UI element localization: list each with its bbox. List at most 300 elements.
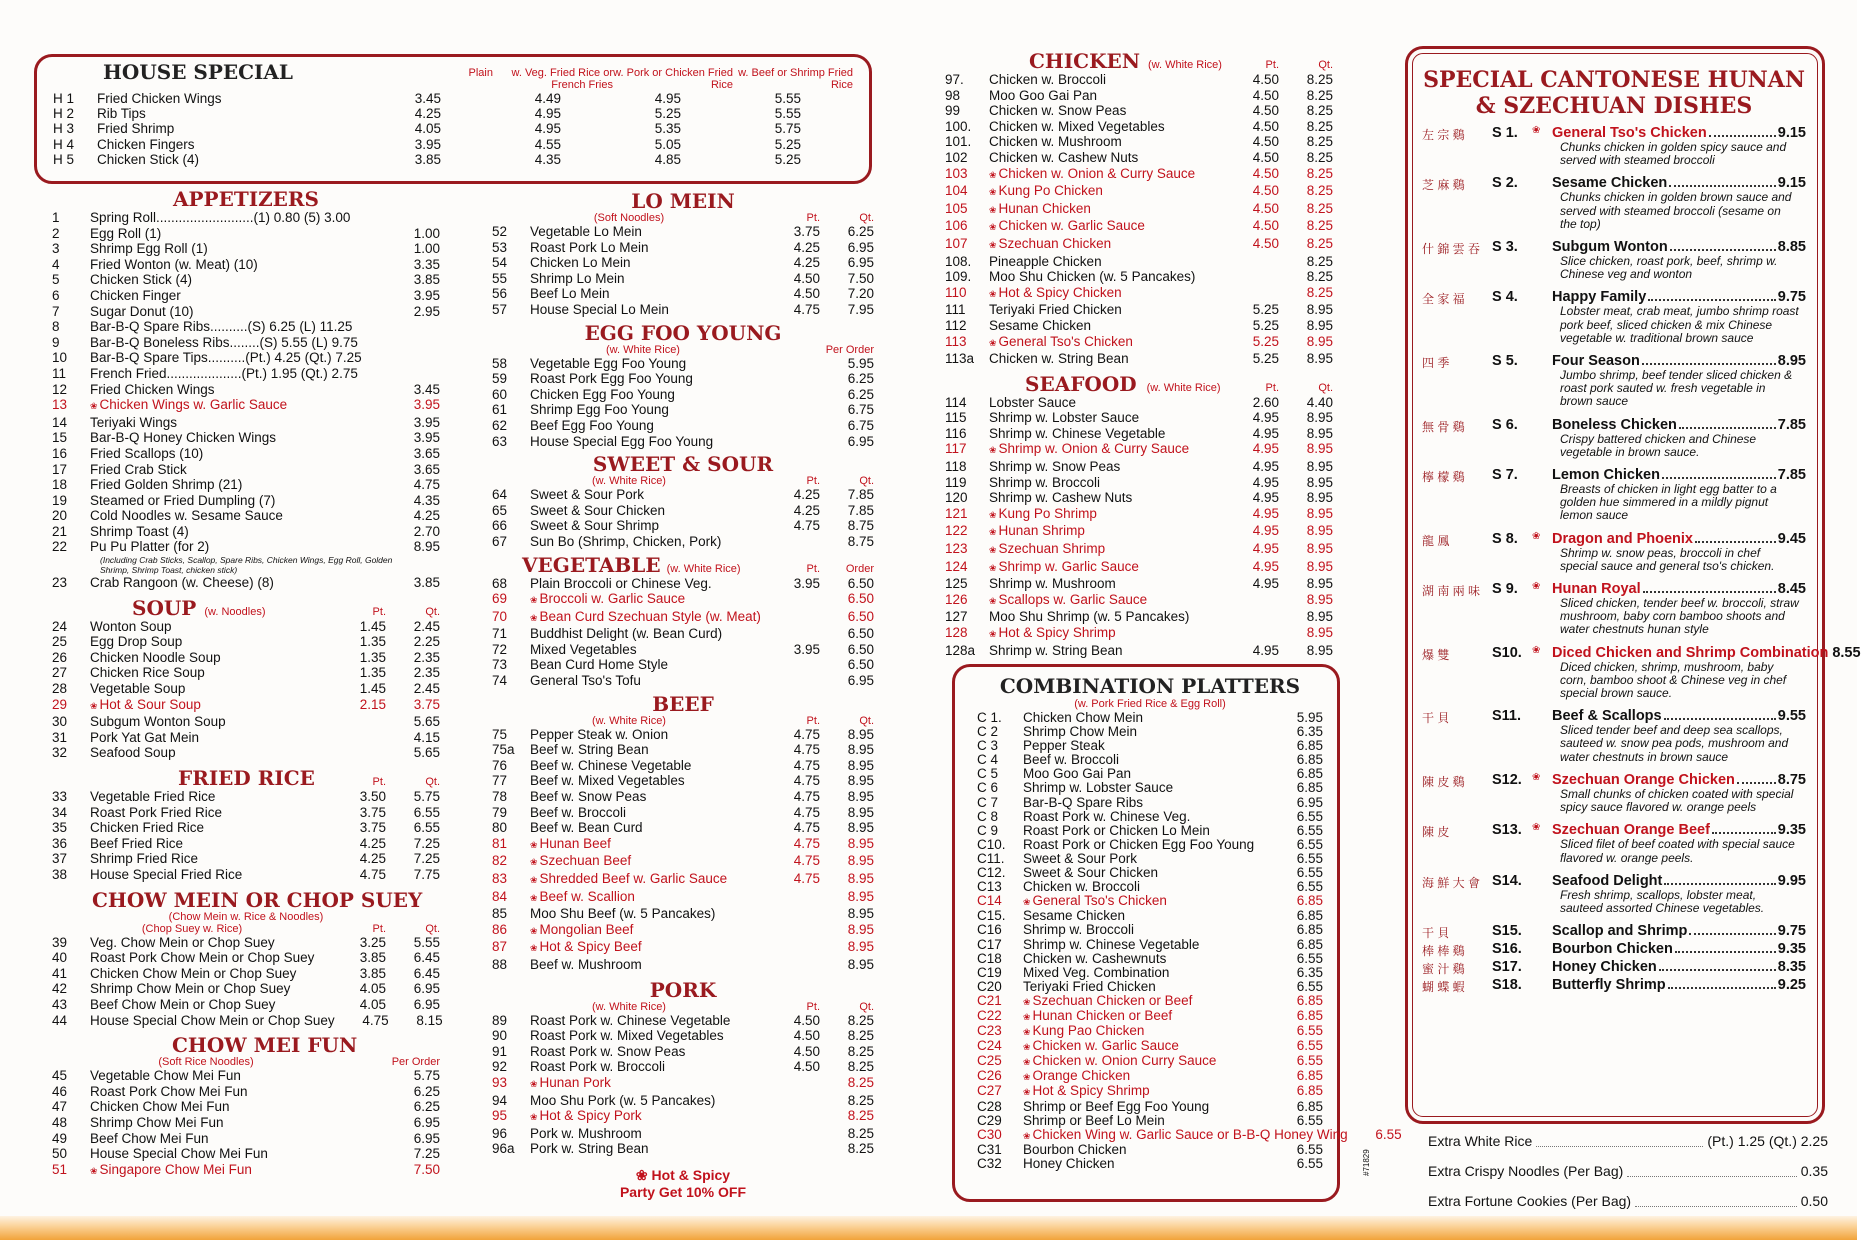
item-name: Chicken Noodle Soup	[90, 649, 221, 665]
item-name: Wonton Soup	[90, 618, 172, 634]
item-name: Shrimp or Beef Egg Foo Young	[1023, 1098, 1210, 1114]
item-price-qt: 8.25	[1306, 165, 1333, 181]
item-name: Bar-B-Q Spare Tips..........(Pt.) 4.25 (Qt.) 7.25	[90, 350, 362, 366]
item-number: 37	[52, 851, 68, 867]
item-price: 5.25	[774, 151, 801, 167]
item-price-pt: 4.75	[793, 853, 820, 869]
menu-item-row	[492, 371, 874, 387]
item-price: 6.55	[1296, 1023, 1323, 1039]
item-name: Bar-B-Q Spare Ribs..........(S) 6.25 (L) 11.25	[90, 319, 353, 335]
house-special-title: HOUSE SPECIAL	[103, 60, 293, 84]
item-price: 1.00	[413, 225, 440, 241]
item-number: 2	[52, 225, 60, 241]
item-number: 109.	[945, 269, 972, 285]
extra-name: Extra Crispy Noodles (Per Bag)	[1428, 1163, 1624, 1179]
special-item	[1422, 708, 1806, 764]
item-name: Hot & Spicy Beef	[539, 939, 642, 955]
item-price-qt: 6.50	[847, 657, 874, 673]
item-number: 3	[52, 241, 60, 257]
menu-item-row	[52, 462, 440, 478]
vegetable-title: VEGETABLE	[522, 552, 661, 577]
item-price-qt: 8.95	[1306, 625, 1333, 640]
item-name: Shrimp Chow Mein	[1023, 724, 1138, 740]
item-name: Egg Roll (1)	[90, 225, 162, 241]
pepper-icon: ❀	[530, 595, 538, 606]
item-number: 65	[492, 502, 508, 518]
special-title-row	[1552, 581, 1806, 597]
item-name: Chicken w. Garlic Sauce	[1032, 1038, 1179, 1054]
item-number: 35	[52, 820, 68, 836]
menu-item-row	[492, 727, 874, 743]
item-price: 3.65	[413, 445, 440, 461]
veg-header	[492, 554, 874, 576]
pepper-icon: ❀	[1023, 1130, 1031, 1141]
menu-item-row	[977, 753, 1323, 767]
chinese-name: 蝴 蝶 蝦	[1422, 980, 1465, 995]
item-price-qt: 4.40	[1306, 394, 1333, 410]
item-number: 28	[52, 681, 68, 697]
item-number: 10	[52, 350, 68, 366]
menu-item-row	[52, 288, 440, 304]
item-price-pt: 2.15	[359, 696, 386, 712]
menu-item-row	[492, 853, 874, 871]
item-number: 121	[945, 505, 968, 521]
item-number: C22	[977, 1007, 1002, 1023]
menu-item-row	[945, 351, 1333, 367]
item-name: Hunan Shrimp	[998, 523, 1085, 539]
item-price-qt: 8.95	[1306, 541, 1333, 557]
chicken-h-pt: Pt.	[1265, 59, 1279, 71]
print-code: #71829	[1362, 1149, 1371, 1176]
item-price: 6.55	[1296, 950, 1323, 966]
item-price-pt: 4.25	[793, 502, 820, 518]
pepper-icon: ❀	[90, 700, 98, 711]
dot-leader	[1709, 125, 1776, 137]
item-number: 74	[492, 673, 508, 689]
item-price-qt: 8.95	[1306, 490, 1333, 506]
menu-item-row	[52, 335, 440, 351]
item-name: Chicken Stick (4)	[97, 151, 200, 167]
menu-item-row	[492, 939, 874, 957]
item-name: Chicken Rice Soup	[90, 665, 205, 681]
menu-item-row	[945, 426, 1333, 442]
item-price-qt: 8.25	[1306, 235, 1333, 251]
chinese-name: 全 家 福	[1422, 292, 1465, 307]
item-number: 71	[492, 626, 508, 642]
item-name: Chicken w. String Bean	[989, 351, 1129, 367]
chow-mei-fun-sub-row	[52, 1056, 440, 1068]
item-number: 106	[945, 218, 968, 234]
pepper-icon: ❀	[1023, 1027, 1031, 1038]
item-name: Vegetable Chow Mei Fun	[90, 1068, 241, 1084]
item-name: General Tso's Chicken	[1032, 893, 1167, 909]
item-name: Pork Yat Gat Mein	[90, 729, 200, 745]
combination-title: COMBINATION PLATTERS	[999, 674, 1301, 698]
house-special-row	[53, 121, 853, 136]
item-name: Pork w. Mushroom	[530, 1125, 642, 1141]
special-item	[1422, 531, 1806, 573]
menu-item-row	[492, 836, 874, 854]
pepper-icon: ❀	[1023, 1057, 1031, 1068]
item-number: 18	[52, 477, 68, 493]
menu-item-row	[52, 966, 440, 982]
pepper-icon: ❀	[530, 875, 538, 885]
column-2	[492, 190, 874, 1201]
dot-leader	[1712, 822, 1776, 834]
lm-h-qt: Qt.	[859, 212, 874, 224]
item-name: Cold Noodles w. Sesame Sauce	[90, 508, 283, 524]
menu-item-row	[492, 402, 874, 418]
item-number: 107	[945, 235, 968, 251]
item-name: Chicken Fingers	[97, 136, 195, 152]
efy-sub-row	[492, 344, 874, 356]
special-name: Sesame Chicken	[1552, 175, 1668, 192]
menu-item-row	[977, 1157, 1323, 1171]
item-price: 6.55	[1296, 1141, 1323, 1157]
menu-item-row	[52, 226, 440, 242]
item-price-qt: 6.95	[413, 996, 440, 1012]
item-number: 51	[52, 1161, 68, 1177]
sf-h-qt: Qt.	[1318, 381, 1333, 394]
menu-item-row	[977, 1126, 1402, 1143]
item-name: Bar-B-Q Boneless Ribs........(S) 5.55 (L) 9.75	[90, 334, 358, 350]
item-number: 88	[492, 956, 508, 972]
item-number: 103	[945, 165, 968, 181]
special-title-row	[1552, 959, 1806, 975]
chinese-name: 龍 鳳	[1422, 533, 1450, 548]
item-price: 6.55	[1296, 865, 1323, 881]
special-price: 8.55	[1832, 644, 1861, 661]
fried-rice-list	[52, 789, 440, 883]
item-name: Roast Pork Lo Mein	[530, 239, 649, 255]
item-price-qt: 5.65	[413, 714, 440, 730]
item-price-qt: 8.95	[1306, 410, 1333, 426]
veg-h-pt: Pt.	[806, 562, 820, 575]
item-price: 6.55	[1296, 1112, 1323, 1128]
item-price-qt: 8.25	[847, 1043, 874, 1059]
item-number: C31	[977, 1141, 1002, 1157]
pepper-icon: ❀	[989, 509, 997, 520]
item-name: Chicken Finger	[90, 287, 181, 303]
item-number: 83	[492, 871, 508, 886]
item-name: Shrimp Lo Mein	[530, 270, 625, 286]
item-number: 59	[492, 371, 508, 387]
item-price-pt: 4.95	[1252, 459, 1279, 475]
item-number: 20	[52, 508, 68, 524]
item-price-pt: 1.35	[359, 649, 386, 665]
menu-item-row	[52, 851, 440, 867]
item-number: C24	[977, 1038, 1002, 1054]
item-price-pt: 3.85	[359, 965, 386, 981]
special-name: Happy Family	[1552, 289, 1647, 306]
special-code: S 6.	[1492, 416, 1518, 433]
extras-list	[1428, 1126, 1828, 1216]
item-price: 6.25	[413, 1099, 440, 1115]
item-name: Teriyaki Fried Chicken	[989, 302, 1122, 318]
chow-mein-title: CHOW MEIN OR CHOP SUEY	[92, 887, 423, 912]
menu-item-row	[945, 523, 1333, 541]
special-name: Seafood Delight	[1552, 872, 1663, 889]
special-price: 9.55	[1777, 708, 1806, 725]
item-price: 6.55	[1296, 978, 1323, 994]
menu-item-row	[492, 1108, 874, 1126]
item-number: C16	[977, 922, 1002, 938]
chinese-name: 陳 皮 鷄	[1422, 774, 1465, 789]
chinese-name: 左 宗 鷄	[1422, 128, 1465, 142]
menu-item-row	[977, 938, 1323, 952]
item-price-qt: 7.75	[413, 866, 440, 882]
special-item	[1422, 125, 1806, 167]
item-price-qt: 8.75	[847, 533, 874, 549]
item-number: 29	[52, 696, 68, 712]
item-price-qt: 8.25	[1306, 149, 1333, 165]
menu-item-row	[492, 673, 874, 689]
menu-item-row	[945, 475, 1333, 491]
item-number: 66	[492, 518, 508, 534]
pepper-icon: ❀	[989, 222, 997, 233]
item-price-pt: 3.95	[793, 575, 820, 591]
item-price-qt: 8.25	[1306, 87, 1333, 103]
item-price-pt: 1.35	[359, 665, 386, 681]
item-price-qt: 8.25	[1306, 200, 1333, 216]
menu-item-row	[945, 334, 1333, 352]
item-price: 5.35	[654, 121, 681, 137]
special-code: S14.	[1492, 872, 1522, 889]
item-price-qt: 8.95	[847, 956, 874, 972]
house-special-row	[53, 91, 853, 106]
menu-item-row	[492, 922, 874, 940]
item-number: 39	[52, 934, 68, 950]
item-price-qt: 8.95	[847, 789, 874, 805]
item-name: Broccoli w. Garlic Sauce	[539, 591, 686, 607]
item-number: H 4	[53, 136, 75, 152]
item-price: 4.25	[414, 106, 441, 122]
item-name: Vegetable Egg Foo Young	[530, 355, 687, 371]
menu-item-row	[977, 1009, 1323, 1024]
item-name: Moo Shu Beef (w. 5 Pancakes)	[530, 906, 716, 922]
dot-leader	[1643, 581, 1776, 593]
item-number: 77	[492, 773, 508, 789]
beef-sub-row	[492, 715, 874, 727]
item-number: 75	[492, 726, 508, 742]
soup-title: SOUP	[132, 595, 197, 620]
special-price: 7.85	[1777, 416, 1806, 433]
item-price-qt: 8.95	[847, 773, 874, 789]
item-number: 114	[945, 394, 967, 410]
house-special-row	[53, 152, 853, 167]
item-name: Sweet & Sour Pork	[1023, 850, 1138, 866]
pork-title: PORK	[649, 977, 717, 1002]
item-price-pt: 4.75	[793, 757, 820, 773]
item-number: 22	[52, 539, 68, 555]
pepper-icon: ❀	[530, 612, 538, 623]
seafood-sub: (w. White Rice)	[1146, 381, 1221, 394]
menu-item-row	[52, 539, 440, 555]
special-code: S 9.	[1492, 581, 1518, 598]
item-price-qt: 4.15	[413, 729, 440, 745]
pepper-icon: ❀	[90, 401, 98, 412]
menu-item-row	[52, 382, 440, 398]
menu-item-row	[492, 871, 874, 889]
item-price: 2.95	[413, 303, 440, 319]
item-price: 4.95	[654, 91, 681, 106]
pepper-icon: ❀	[989, 239, 997, 250]
item-name: Beef w. Broccoli	[530, 804, 627, 820]
item-number: 116	[945, 425, 967, 441]
menu-item-row	[52, 1146, 440, 1162]
item-number: C 4	[977, 752, 999, 768]
special-desc: Sliced chicken, tender beef w. broccoli, straw mushroom, baby corn bamboo shoots and water chestnuts hunan style	[1560, 596, 1799, 637]
item-number: 70	[492, 608, 508, 624]
menu-item-row	[52, 1131, 440, 1147]
item-number: H 1	[53, 91, 75, 106]
menu-item-row	[492, 742, 874, 758]
item-name: Hunan Chicken or Beef	[1032, 1007, 1173, 1023]
item-price: 6.85	[1296, 752, 1323, 768]
menu-item-row	[492, 820, 874, 836]
item-number: 80	[492, 820, 508, 836]
pepper-icon: ❀	[1023, 1087, 1031, 1098]
item-price: 6.35	[1296, 724, 1323, 740]
menu-item-row	[492, 286, 874, 302]
item-name: Beef w. Broccoli	[1023, 752, 1120, 768]
item-price-pt: 3.75	[793, 224, 820, 239]
item-price: 6.85	[1296, 1098, 1323, 1114]
item-price: 4.35	[534, 151, 561, 167]
specials-title-2: & SZECHUAN DISHES	[1475, 93, 1753, 119]
menu-item-row	[977, 1054, 1323, 1069]
extra-price: 0.50	[1800, 1193, 1828, 1209]
chinese-name: 干 貝	[1422, 711, 1450, 726]
item-price: 7.50	[413, 1161, 440, 1177]
item-price: 3.95	[414, 136, 441, 152]
item-price: 5.75	[774, 121, 801, 137]
item-number: 100.	[945, 118, 972, 134]
menu-item-row	[977, 894, 1323, 909]
item-number: 86	[492, 921, 508, 937]
item-price-qt: 7.85	[847, 502, 874, 518]
item-price: 6.35	[1296, 964, 1323, 980]
special-desc: Chunks chicken in golden spicy sauce and served with steamed broccoli	[1560, 140, 1787, 168]
appetizers-list	[52, 210, 440, 555]
item-number: 48	[52, 1114, 68, 1130]
menu-item-row	[492, 1075, 874, 1093]
dot-leader	[1669, 175, 1776, 187]
item-price-qt: 8.95	[1306, 351, 1333, 367]
special-code: S13.	[1492, 822, 1522, 839]
extra-name: Extra White Rice	[1428, 1133, 1533, 1149]
hot-note: Hot & Spicy	[651, 1166, 731, 1183]
chinese-name: 爆 雙	[1422, 647, 1450, 662]
house-special-header: Plain	[468, 67, 493, 79]
soup-h-pt: Pt.	[372, 605, 386, 618]
item-name: Orange Chicken	[1032, 1068, 1131, 1084]
item-name: Beef Chow Mein or Chop Suey	[90, 996, 276, 1012]
special-price: 8.95	[1777, 353, 1806, 370]
item-number: 82	[492, 853, 508, 869]
item-price-pt: 4.50	[1252, 103, 1279, 119]
efy-sub: (w. White Rice)	[606, 343, 680, 356]
item-number: 95	[492, 1108, 508, 1124]
item-price: 5.95	[1296, 710, 1323, 725]
specials-title-1: SPECIAL CANTONESE HUNAN	[1423, 67, 1805, 93]
menu-item-row	[945, 395, 1333, 411]
extra-item	[1428, 1186, 1828, 1216]
item-number: 62	[492, 417, 508, 433]
item-name: Beef w. Mixed Vegetables	[530, 773, 685, 789]
item-price-qt: 7.20	[847, 286, 874, 302]
item-name: Shredded Beef w. Garlic Sauce	[539, 871, 728, 886]
item-name: Chicken w. Onion Curry Sauce	[1032, 1053, 1217, 1069]
item-name: Veg. Chow Mein or Chop Suey	[90, 934, 275, 950]
item-price: 5.95	[847, 355, 874, 371]
dot-leader	[1664, 708, 1776, 720]
item-name: Shrimp w. Snow Peas	[989, 459, 1121, 475]
special-name: Subgum Wonton	[1552, 239, 1668, 256]
item-name: Roast Pork w. Snow Peas	[530, 1043, 686, 1059]
house-special-box	[34, 54, 872, 184]
item-price-pt: 3.75	[359, 804, 386, 820]
item-name: House Special Lo Mein	[530, 301, 669, 317]
item-price: 5.25	[654, 106, 681, 122]
item-price: 6.85	[1296, 1007, 1323, 1023]
chow-mei-fun-sub: (Soft Rice Noodles)	[158, 1056, 254, 1069]
item-name: Bar-B-Q Honey Chicken Wings	[90, 430, 277, 446]
item-number: 76	[492, 757, 508, 773]
item-name: Shrimp Egg Roll (1)	[90, 241, 208, 257]
item-price-pt: 4.95	[1252, 523, 1279, 539]
item-price-qt: 8.95	[847, 742, 874, 758]
item-name: Crab Rangoon (w. Cheese) (8)	[90, 575, 274, 591]
item-price-qt: 6.95	[413, 981, 440, 997]
item-number: 113a	[945, 351, 975, 367]
special-code: S 2.	[1492, 175, 1518, 192]
item-number: 27	[52, 665, 68, 681]
item-name: Chicken Chow Mei Fun	[90, 1099, 230, 1115]
item-name: Fried Golden Shrimp (21)	[90, 477, 243, 493]
item-number: 72	[492, 641, 508, 657]
item-price: 6.85	[1296, 766, 1323, 782]
item-price-qt: 8.25	[1306, 253, 1333, 269]
chinese-name: 無 骨 鷄	[1422, 419, 1465, 434]
special-price: 9.95	[1777, 872, 1806, 889]
item-name: Beef w. Mushroom	[530, 956, 642, 972]
item-price-pt: 4.25	[793, 239, 820, 255]
special-price: 8.85	[1777, 239, 1806, 256]
chicken-header	[945, 50, 1333, 72]
item-number: 55	[492, 270, 508, 286]
item-price: 3.45	[413, 381, 440, 397]
menu-item-row	[52, 697, 440, 715]
item-number: 24	[52, 618, 68, 634]
item-number: C10.	[977, 836, 1006, 852]
item-price: 6.55	[1375, 1126, 1402, 1142]
special-desc: Slice chicken, roast pork, beef, shrimp w. Chinese veg and wonton	[1560, 254, 1778, 282]
item-name: Beef w. Snow Peas	[530, 789, 647, 805]
menu-item-row	[945, 410, 1333, 426]
item-number: 117	[945, 441, 967, 457]
special-title-row	[1552, 941, 1806, 957]
menu-item-row	[945, 254, 1333, 270]
item-price-qt: 8.25	[1306, 269, 1333, 285]
special-item	[1422, 644, 1861, 701]
item-name: Sweet & Sour Chicken	[530, 502, 666, 518]
item-price-pt: 4.95	[1252, 425, 1279, 441]
menu-item-row	[492, 302, 874, 318]
item-name: Moo Shu Chicken (w. 5 Pancakes)	[989, 269, 1196, 285]
item-number: 23	[52, 575, 68, 591]
item-price-qt: 8.95	[847, 835, 874, 851]
